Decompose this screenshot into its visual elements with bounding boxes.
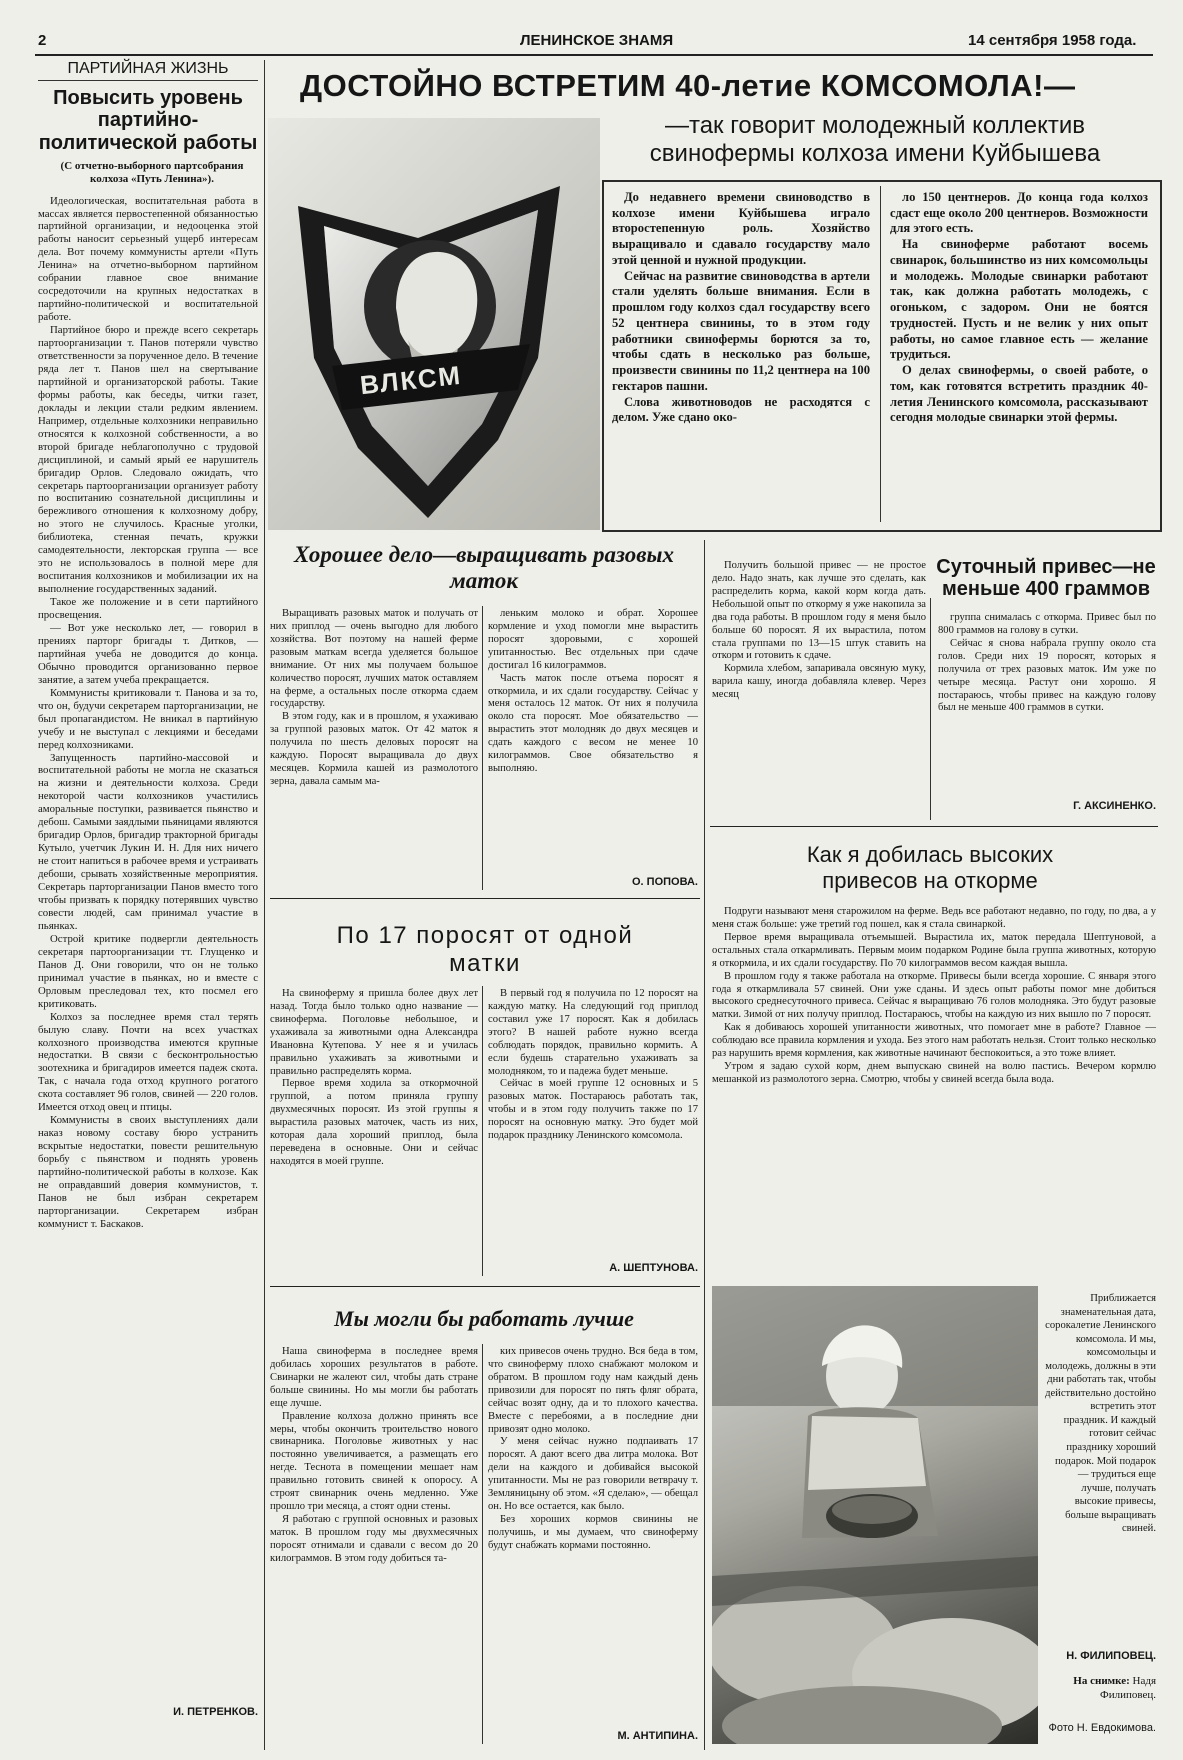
paragraph: группа снималась с откорма. Привес был по 800 граммов на голову в сутки. (938, 612, 1156, 636)
rubric: ПАРТИЙНАЯ ЖИЗНЬ (38, 60, 258, 81)
paragraph: В этом году, как и в прошлом, я ухаживаю за группой разовых маток. От 42 маток я получила по шесть деловых поросят на каждую. Поросят выращивала до двух месяцев. Кормила кашей из размолотого зерна, давала самым ма- (270, 711, 478, 787)
antipina-author: М. АНТИПИНА. (617, 1730, 698, 1742)
section-rule (710, 826, 1158, 827)
subheadline-line: свинофермы колхоза имени Куйбышева (649, 139, 1101, 167)
aksinenko-col-1 (712, 560, 926, 702)
left-article-title: Повысить уровень партийно-политической работы (38, 87, 258, 154)
main-headline: ДОСТОЙНО ВСТРЕТИМ 40-летие КОМСОМОЛА!— (300, 68, 1076, 103)
paragraph: Я работаю с группой основных и разовых маток. В прошлом году мы двухмесячных поросят отнимали и сдавали с весом до 20 килограммов. В этом году добиться та- (270, 1513, 478, 1564)
paragraph: В прошлом году я также работала на откорме. Привесы были всегда хорошие. С января этого года я откармливала 57 свиней. Они уже сданы. И здесь опыт работы помог мне добиться высокого среднесуточного привеса. Сейчас я выращиваю 76 голов молодняка. Это будут разовые матки. Зимой от них получу приплод. Постараюсь, чтобы на каждую из них вышло по 7 поросят. (712, 970, 1156, 1021)
paragraph: — Вот уже несколько лет, — говорил в прениях парторг бригады т. Дитков, — партийная учеба не доводится до конца. Обычно проводится организованно первое занятие, а затем учеба прекращается. (38, 622, 258, 686)
caption-text: Надя Филиповец. (1100, 1675, 1156, 1702)
issue-date: 14 сентября 1958 года. (968, 32, 1137, 49)
column-divider (930, 598, 931, 820)
left-article-subtitle: (С отчетно-выборного партсобрания колхоза «Путь Ленина»). (60, 160, 244, 186)
paragraph: В первый год я получила по 12 поросят на каждую матку. На следующий год приплод составил уже 17 поросят. Как я добилась этого? В нашей работе нужно всегда соблюдать порядок, правильно кормить. А если будешь старательно ухаживать за молодняком, то и падежа будет меньше. (488, 988, 698, 1077)
paragraph: У меня сейчас нужно подпаивать 17 поросят. А дают всего два литра молока. Вот дели на каждого и добивайся высокой упитанности. Мы не раз говорили ветврачу т. Земляницыну об этом. «Я сделаю», — обещал он. Но все остается, как было. (488, 1436, 698, 1513)
intro-divider (880, 186, 881, 522)
column-divider (264, 60, 265, 1750)
swineherd-photo (712, 1286, 1038, 1744)
paragraph: До недавнего времени свиноводство в колхозе имени Куйбышева играло второстепенную роль. Хозяйство выращивало и сдавало государству мало этой ценной и нужной продукции. (612, 190, 870, 267)
antipina-col-2 (488, 1346, 698, 1553)
left-article (38, 60, 258, 1231)
paragraph: Колхоз за последнее время стал терять былую славу. Почти на всех участках колхозного производства имеются крупные недостатки. В связи с бесконтрольностью зоотехника и бригадиров имеется падеж скота. Так, с начала года отход крупного рогатого скота составляет 96 голов, свиней — 220 голов. Имеется отход овец и птицы. (38, 1010, 258, 1114)
paragraph: Сейчас я снова набрала группу около ста голов. Среди них 19 поросят, которых я получила от трех разовых маток. Им уже по четыре месяца. Растут они хорошо. Я постараюсь, чтобы привес на каждую голову был не меньше 400 граммов в сутки. (938, 637, 1156, 714)
filipovets-body (712, 906, 1156, 1087)
section-rule (270, 898, 700, 899)
paragraph: леньким молоко и обрат. Хорошее кормление и уход помогли мне вырастить поросят здоровыми, с хорошей упитанностью. Вес отдельных при сдаче достигал 16 килограммов. (488, 608, 698, 671)
paragraph: Коммунисты в своих выступлениях дали наказ новому составу бюро устранить вскрытые недостатки, повести решительную борьбу с пьянством и поднять уровень партийно-политической работы в колхозе. Как не оправдавший доверия коммунистов, т. Панов не был избран секретарем парторганизации. Секретарем избран коммунист т. Баскаков. (38, 1114, 258, 1230)
woman-with-pigs-icon (712, 1286, 1038, 1744)
paragraph: Такое же положение и в сети партийного просвещения. (38, 596, 258, 622)
column-divider (482, 1344, 483, 1744)
aksinenko-author: Г. АКСИНЕНКО. (1073, 800, 1156, 812)
paragraph: Идеологическая, воспитательная работа в массах является первостепенной обязанностью партийной организации, и недооценка этой работы наносит серьезный ущерб интересам дела. Вот почему коммунисты артели «Путь Ленина» на отчетно-выборном партийном собрании главное свое внимание сосредоточили на крупных недостатках в партийно-политической и воспитательной работе. (38, 194, 258, 324)
paragraph: Запущенность партийно-массовой и воспитательной работы не могла не сказаться на жизни и деятельности колхоза. Среди некоторой части колхозников участились аморальные поступки, развивается пьянство и дебош. Самыми заядлыми пьяницами являются бригадир Орлов, бригадир тракторной бригады Кутыло, учетчик Лукин И. Н. Для них ничего не стоит напиться в рабочее время и устраивать дебоши, срывать хозяйственные мероприятия. Секретарь парторганизации Панов вместо того чтобы призвать к порядку потерявших чувство совести людей, сам принимал участие в пьянках. (38, 751, 259, 932)
main-subheadline (600, 112, 1150, 167)
filipovets-title: Как я добилась высоких привесов на откорме (806, 842, 1054, 894)
popova-col-1 (270, 608, 478, 789)
filipovets-side-text: Приближается знаменательная дата, сорокалетие Ленинского комсомола. И мы, комсомольцы и молодежь, должны в эти дни работать так, чтобы действительно достойно встретить этот праздник. И каждый готовит сейчас празднику хороший подарок. Мой подарок — трудиться еще лучше, получать высокие привесы, больше выращивать свиней. (1045, 1293, 1156, 1535)
subheadline-line: —так говорит молодежный коллектив (664, 112, 1086, 139)
paragraph: Партийное бюро и прежде всего секретарь партоорганизации т. Панов потеряли чувство ответственности за порученное дело. В течение ряда лет т. Панов шел на свертывание партийной и организаторской работы. Такие формы работы, как беседы, читки газет, доклады и лекции стали редким явлением. Например, отдельные колхозники неправильно относятся к колхозной собственности, а во второй бригаде неблагополучно с трудовой дисциплиной, и самый ярый ее нарушитель бригадир Орлов. Следовало ожидать, что секретарь партоорганизации организует работу по воспитанию сознательной дисциплины и бережливого отношения к колхозному добру, но этого не случилось. Красные уголки, библиотека, стенная печать, кружки самодеятельности, лекторская группа — все это не использовалось в полной мере для воспитания колхозников и мобилизации их на выполнение государственных заданий. (38, 324, 258, 596)
left-article-author: И. ПЕТРЕНКОВ. (173, 1706, 258, 1718)
filipovets-author: Н. ФИЛИПОВЕЦ. (1066, 1650, 1156, 1662)
paragraph: ких привесов очень трудно. Вся беда в том, что свиноферму плохо снабжают молоком и обратом. В прошлом году нам каждый день привозили для поросят по пять фляг обрата, сейчас возят одну, да и то плохого качества. Вместе с перебоями, а в последние дни привозят одно молоко. (488, 1346, 698, 1435)
aksinenko-title: Суточный привес—не меньше 400 граммов (936, 556, 1156, 601)
paragraph: Подруги называют меня старожилом на ферме. Ведь все работают недавно, по году, по два, а у меня стаж больше: уже третий год пошел, как я стала свинаркой. (712, 906, 1156, 930)
paragraph: Как я добиваюсь хорошей упитанности животных, что помогает мне в работе? Главное — соблюдаю все правила кормления и ухода. Без этого нам работать нельзя. Стоит только несколько раз нарушить время кормления, как животные начинают беспокоиться, а это тоже влияет. (712, 1022, 1156, 1060)
paragraph: Выращивать разовых маток и получать от них приплод — очень выгодно для любого хозяйства. Вот поэтому на нашей ферме разовым маткам всегда уделяется большое внимание. От них мы получаем большое количество поросят, лучших маток оставляем на ферме, а остальных после откорма сдаем государству. (270, 608, 478, 710)
antipina-title: Мы могли бы работать лучше (334, 1306, 634, 1331)
intro-box (602, 180, 1162, 532)
paragraph: Кормила хлебом, запаривала овсяную муку, варила кашу, иногда добавляла клевер. Через месяц (712, 663, 926, 701)
sheptunova-col-2 (488, 988, 698, 1143)
paragraph: Сейчас в моей группе 12 основных и 5 разовых маток. Постараюсь работать так, чтобы и в этом году получить также по 17 поросят на основную матку. Это будет мой подарок празднику Ленинского комсомола. (488, 1078, 698, 1142)
column-divider (482, 606, 483, 890)
paragraph: Утром я задаю сухой корм, днем выпускаю свиней на волю пастись. Вечером кормлю мешанкой из размолотого зерна. Смотрю, чтобы у свиней всегда была вода. (712, 1061, 1156, 1085)
paragraph: Правление колхоза должно принять все меры, чтобы окончить троительство нового свинарника. Поголовье животных у нас постоянно увеличивается, а размещать его негде. Теснота в помещении мешает нам правильно готовить свиней к опоросу. А строят свинарник очень медленно. Уже прошло три месяца, а стоят одни стены. (270, 1410, 478, 1513)
paragraph: Часть маток после отъема поросят я откормила, и их сдали государству. Сейчас у меня осталось 12 маток. От них я получила около ста поросят. Мое обязательство — вырастить этот молодняк до двух месяцев и сдать каждого с весом не менее 10 килограммов. Свое обязательство я выполняю. (488, 672, 698, 775)
paper-name: ЛЕНИНСКОЕ ЗНАМЯ (520, 32, 674, 49)
page-number: 2 (38, 32, 47, 49)
left-article-body (38, 195, 258, 1231)
paragraph: Без хороших кормов свинины не получишь, и мы думаем, что свиноферму будут снабжать кормами постоянно. (488, 1513, 698, 1551)
popova-title: Хорошее дело—выращивать разовых маток (294, 542, 674, 594)
sheptunova-title: По 17 поросят от одной матки (336, 922, 634, 977)
popova-author: О. ПОПОВА. (632, 876, 698, 888)
paragraph: О делах свинофермы, о своей работе, о том, как готовятся встретить праздник 40-летия Ленинского комсомола, рассказывают сегодня молодые свинарки этой фермы. (890, 363, 1148, 425)
aksinenko-col-2 (938, 612, 1156, 715)
paragraph: На свиноферме работают восемь свинарок, большинство из них комсомольцы и молодежь. Молодые свинарки работают так, как должна работать молодежь, с огоньком, с задором. Они не боятся трудностей. Пусть и не велик у них опыт работы, но самое главное есть — желание трудиться. (890, 237, 1148, 362)
photo-credit: Фото Н. Евдокимова. (1048, 1722, 1156, 1734)
paragraph: Первое время ходила за откормочной группой, а потом приняла группу двухмесячных поросят. Из этой группы я вырастила разовых маточек, часть из них, которая дала хороший приплод, была переведена в основные. Они и сейчас находятся в моей группе. (270, 1078, 478, 1167)
caption-label: На снимке: (1073, 1675, 1130, 1687)
intro-col-2 (890, 190, 1148, 426)
header-rule (35, 54, 1153, 56)
paragraph: Получить большой привес — не простое дело. Надо знать, как лучше это сделать, как распределить корма, какой корм когда дать. Небольшой опыт по откорму я уже накопила за два года работы. В прошлом году я меня было больше 60 поросят. Я их вырастила, потом стала группами по 13—15 штук ставить на откорм и готовить к сдаче. (712, 560, 926, 662)
paragraph: Острой критике подвергли деятельность секретаря партоорганизации тт. Глущенко и Панов Д. Они говорили, что он не только принимал участие в пьянках, но и вместе с Орловым преследовал тех, кто посмел его критиковать. (38, 932, 258, 1010)
paragraph: Наша свиноферма в последнее время добилась хороших результатов в работе. Свинарки не жалеют сил, чтобы дать стране больше свинины. Но мы могли бы работать еще лучше. (270, 1346, 478, 1409)
column-divider (704, 540, 705, 1750)
section-rule (270, 1286, 700, 1287)
paragraph: Сейчас на развитие свиноводства в артели стали уделять больше внимания. Если в прошлом году колхоз сдал государству всего 52 центнера свинины, то в этом году работники свинофермы борются за то, чтобы сдать в несколько раз больше, произвести свинины по 11,2 центнера на 100 гектаров пашни. (612, 268, 870, 393)
sheptunova-col-1 (270, 988, 478, 1169)
paragraph: Первое время выращивала отъемышей. Вырастила их, маток передала Шептуновой, а остальных стала откармливать. Первым моим подарком Родине была группа животных, которую я откормила, и их сдали государству. По 70 килограммов весом каждая вышла. (712, 931, 1156, 969)
badge-letters: ВЛКСМ (358, 359, 464, 401)
intro-col-1 (612, 190, 870, 426)
sheptunova-author: А. ШЕПТУНОВА. (609, 1262, 698, 1274)
popova-col-2 (488, 608, 698, 776)
komsomol-badge-icon (268, 118, 600, 530)
komsomol-badge-photo (268, 118, 600, 530)
paragraph: Коммунисты критиковали т. Панова и за то, что он, будучи секретарем парторганизации, не был пропагандистом. Не вникал в партийную учебу и не выступал с лекциями и беседами перед колхозниками. (38, 686, 258, 751)
photo-caption (1046, 1674, 1156, 1703)
paragraph: На свиноферму я пришла более двух лет назад. Тогда было только одно название — свиноферма. Поголовье небольшое, и ухаживала за животными одна Александра Ивановна Кутепова. У нее я и училась правильно ухаживать за животными и правильно распределять корма. (270, 988, 478, 1077)
column-divider (482, 986, 483, 1276)
antipina-col-1 (270, 1346, 478, 1566)
paragraph: Слова животноводов не расходятся с делом. Уже сдано око- (612, 394, 870, 425)
paragraph: ло 150 центнеров. До конца года колхоз сдаст еще около 200 центнеров. Возможности для этого есть. (890, 190, 1148, 236)
